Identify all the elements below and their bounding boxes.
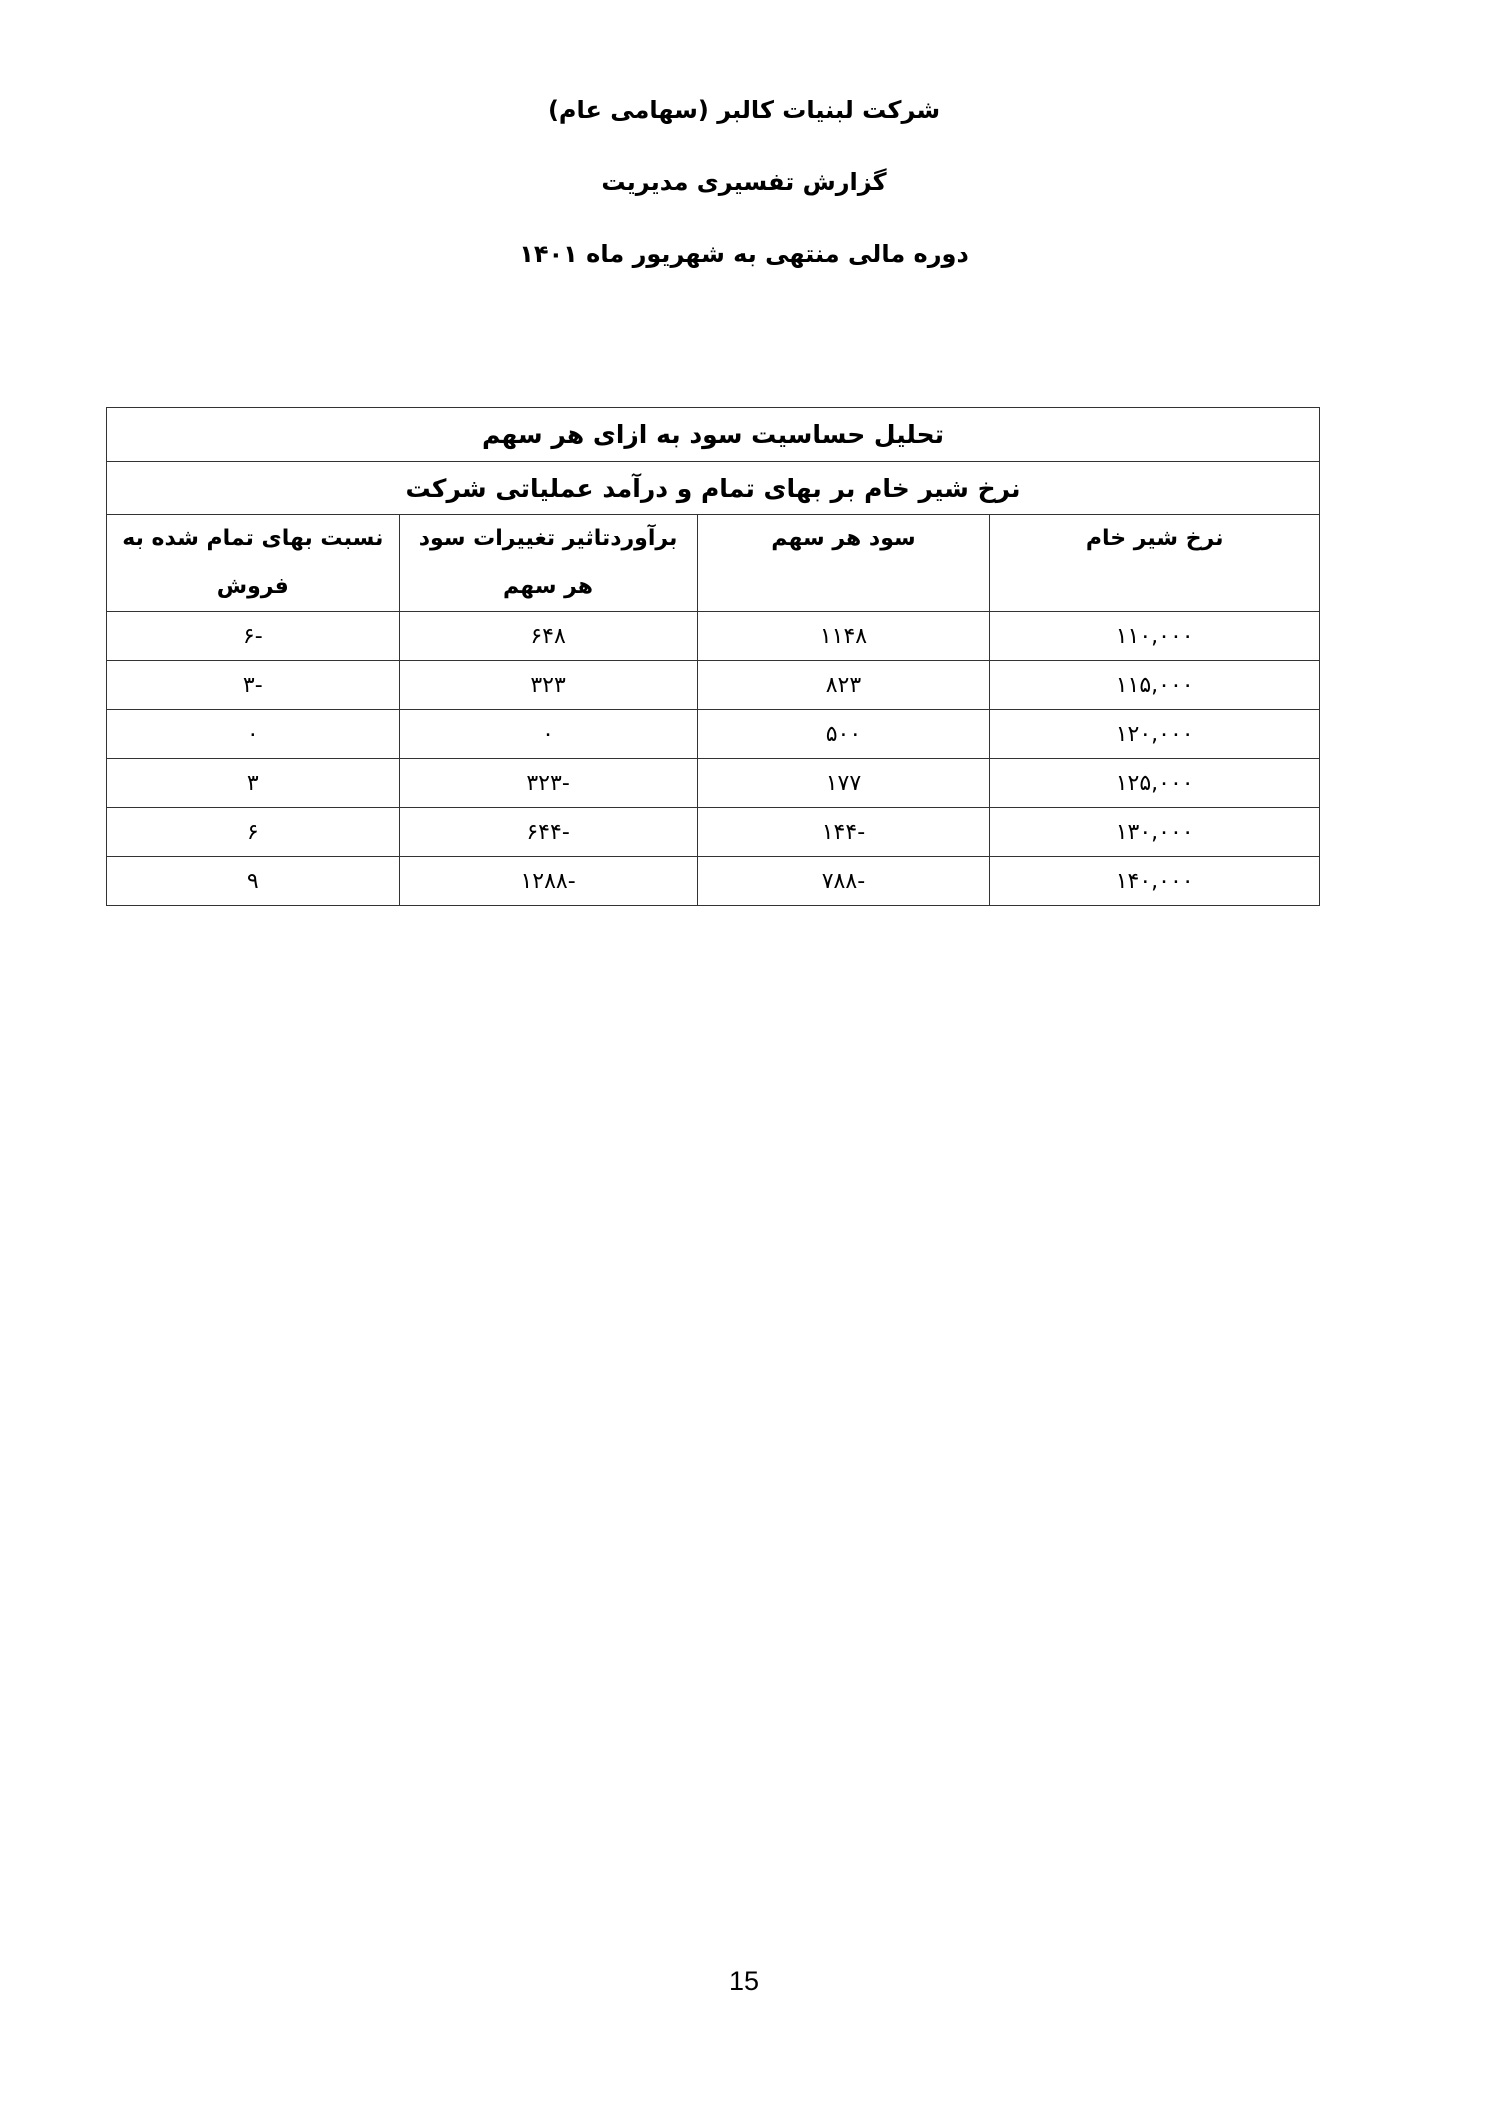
cell-eps: -۱۴۴	[697, 808, 990, 857]
report-period: دوره مالی منتهی به شهریور ماه ۱۴۰۱	[519, 240, 969, 268]
table-row	[107, 808, 1320, 857]
cell-eps-change: ۶۴۸	[399, 612, 697, 661]
cell-eps: ۵۰۰	[697, 710, 990, 759]
cell-raw-milk-rate: ۱۴۰,۰۰۰	[990, 857, 1320, 906]
page-number: 15	[728, 1966, 760, 1996]
column-header-raw-milk-rate: نرخ شیر خام	[990, 515, 1320, 612]
table-row	[107, 710, 1320, 759]
table-subtitle: نرخ شیر خام بر بهای تمام و درآمد عملیاتی شرکت	[107, 462, 1320, 515]
company-name: شرکت لبنیات کالبر (سهامی عام)	[547, 96, 941, 124]
column-header-eps-change: برآوردتاثیر تغییرات سود هر سهم	[399, 515, 697, 612]
cell-eps-change: ۳۲۳	[399, 661, 697, 710]
cell-eps-change: -۱۲۸۸	[399, 857, 697, 906]
cell-raw-milk-rate: ۱۲۵,۰۰۰	[990, 759, 1320, 808]
cell-raw-milk-rate: ۱۲۰,۰۰۰	[990, 710, 1320, 759]
cell-eps: ۱۱۴۸	[697, 612, 990, 661]
cell-cost-ratio: -۶	[107, 612, 400, 661]
report-title: گزارش تفسیری مدیریت	[601, 168, 887, 196]
column-header-eps: سود هر سهم	[697, 515, 990, 612]
sensitivity-table	[106, 407, 1320, 906]
cell-cost-ratio: ۳	[107, 759, 400, 808]
cell-raw-milk-rate: ۱۱۰,۰۰۰	[990, 612, 1320, 661]
cell-eps: -۷۸۸	[697, 857, 990, 906]
cell-raw-milk-rate: ۱۱۵,۰۰۰	[990, 661, 1320, 710]
cell-eps-change: -۶۴۴	[399, 808, 697, 857]
table-title: تحلیل حساسیت سود به ازای هر سهم	[107, 408, 1320, 462]
cell-eps: ۱۷۷	[697, 759, 990, 808]
cell-cost-ratio: -۳	[107, 661, 400, 710]
table-row	[107, 612, 1320, 661]
cell-raw-milk-rate: ۱۳۰,۰۰۰	[990, 808, 1320, 857]
cell-cost-ratio: ۶	[107, 808, 400, 857]
table-row	[107, 759, 1320, 808]
cell-eps-change: -۳۲۳	[399, 759, 697, 808]
cell-cost-ratio: ۹	[107, 857, 400, 906]
cell-eps: ۸۲۳	[697, 661, 990, 710]
cell-eps-change: ۰	[399, 710, 697, 759]
column-header-cost-ratio: نسبت بهای تمام شده به فروش	[107, 515, 400, 612]
table-row	[107, 661, 1320, 710]
cell-cost-ratio: ۰	[107, 710, 400, 759]
table-row	[107, 857, 1320, 906]
